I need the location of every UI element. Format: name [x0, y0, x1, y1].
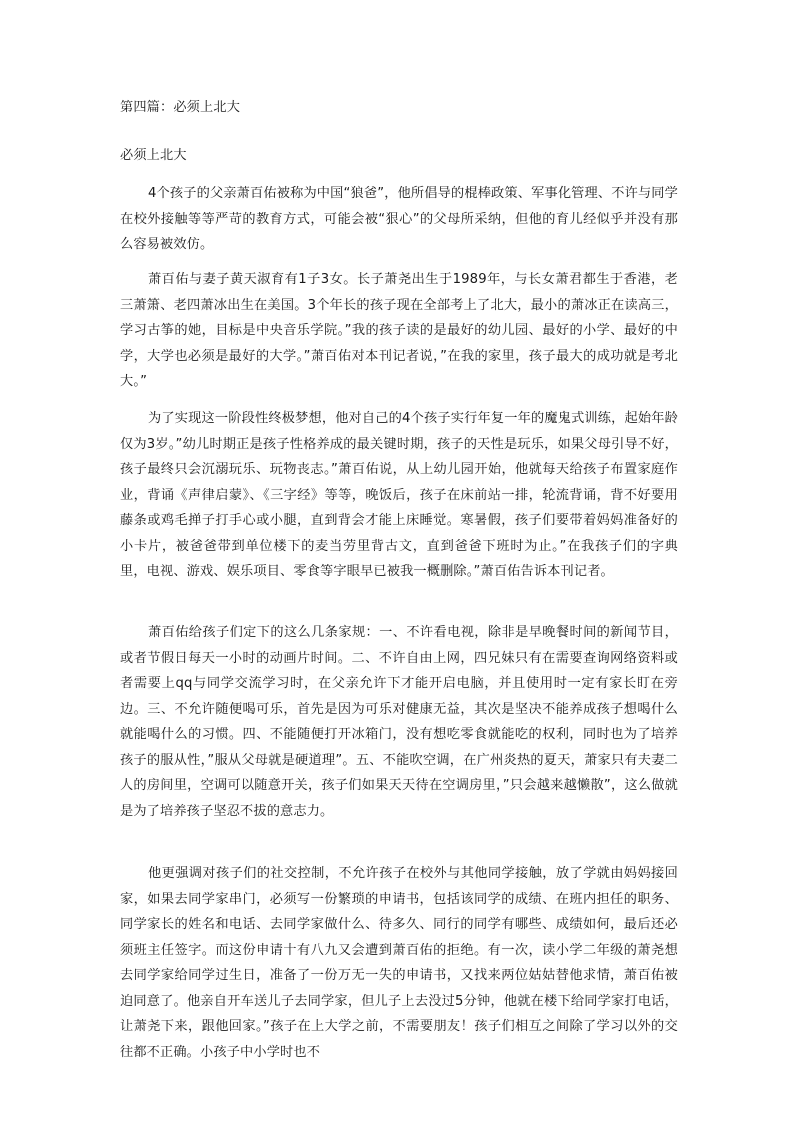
paragraph-2: 萧百佑与妻子黄天淑育有1子3女。长子萧尧出生于1989年，与长女萧君都生于香港，老三萧箫、老四萧冰出生在美国。3个年长的孩子现在全部考上了北大，最小的萧冰正在读高三，学习古筝的她，目标是中央音乐学院。”我的孩子读的是最好的幼儿园、最好的小学、最好的中学，大学也必须是最好的大学。”萧百佑对本刊记者说，”在我的家里，孩子最大的成功就是考北大。”	[120, 272, 678, 389]
paragraph-1: 4个孩子的父亲萧百佑被称为中国“狼爸”，他所倡导的棍棒政策、军事化管理、不许与同学在校外接触等等严苛的教育方式，可能会被“狠心”的父母所采纳，但他的育儿经似乎并没有那么容易被效仿。	[120, 186, 678, 252]
paragraph-5: 他更强调对孩子们的社交控制，不允许孩子在校外与其他同学接触，放了学就由妈妈接回家，如果去同学家串门，必须写一份繁琐的申请书，包括该同学的成绩、在班内担任的职务、同学家长的姓名和电话、去同学家做什么、待多久、同行的同学有哪些、成绩如何，最后还必须班主任签字。而这份申请十有八九又会遭到萧百佑的拒绝。有一次，读小学二年级的萧尧想去同学家给同学过生日，准备了一份万无一失的申请书，又找来两位姑姑替他求情，萧百佑被迫同意了。他亲自开车送儿子去同学家，但儿子上去没过5分钟，他就在楼下给同学家打电话，让萧尧下来，跟他回家。”孩子在上大学之前，不需要朋友！孩子们相互之间除了学习以外的交往都不正确。小孩子中小学时也不	[120, 866, 678, 1060]
paragraph-4: 萧百佑给孩子们定下的这么几条家规：一、不许看电视，除非是早晚餐时间的新闻节目，或者节假日每天一小时的动画片时间。二、不许自由上网，四兄妹只有在需要查询网络资料或者需要上qq与同学交流学习时，在父亲允许下才能开启电脑，并且使用时一定有家长盯在旁边。三、不允许随便喝可乐，首先是因为可乐对健康无益，其次是坚决不能养成孩子想喝什么就能喝什么的习惯。四、不能随便打开冰箱门，没有想吃零食就能吃的权利，同时也为了培养孩子的服从性，”服从父母就是硬道理”。五、不能吹空调，在广州炎热的夏天，萧家只有夫妻二人的房间里，空调可以随意开关，孩子们如果天天待在空调房里，”只会越来越懒散”，这么做就是为了培养孩子坚忍不拔的意志力。	[120, 625, 678, 819]
article-title: 必须上北大	[120, 148, 187, 163]
section-title: 第四篇：必须上北大	[120, 100, 241, 115]
paragraph-3: 为了实现这一阶段性终极梦想，他对自己的4个孩子实行年复一年的魔鬼式训练，起始年龄仅为3岁。”幼儿时期正是孩子性格养成的最关键时期，孩子的天性是玩乐，如果父母引导不好，孩子最终只会沉溺玩乐、玩物丧志。”萧百佑说，从上幼儿园开始，他就每天给孩子布置家庭作业，背诵《声律启蒙》、《三字经》等等，晚饭后，孩子在床前站一排，轮流背诵，背不好要用藤条或鸡毛掸子打手心或小腿，直到背会才能上床睡觉。寒暑假，孩子们要带着妈妈准备好的小卡片，被爸爸带到单位楼下的麦当劳里背古文，直到爸爸下班时为止。”在我孩子们的字典里，电视、游戏、娱乐项目、零食等字眼早已被我一概删除。”萧百佑告诉本刊记者。	[120, 411, 678, 579]
